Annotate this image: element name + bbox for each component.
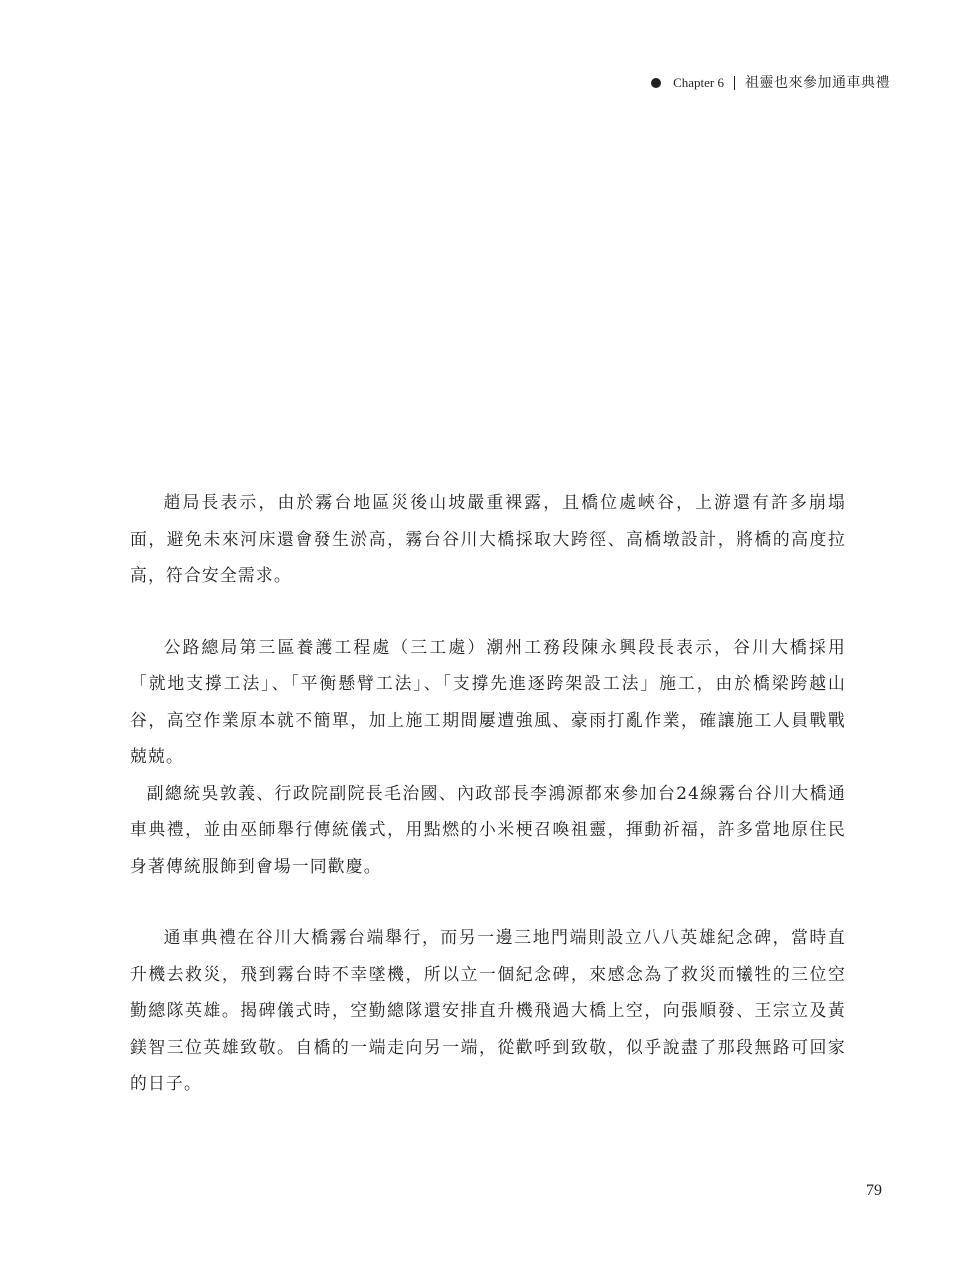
- paragraph-4: 通車典禮在谷川大橋霧台端舉行，而另一邊三地門端則設立八八英雄紀念碑，當時直升機去救災，飛到霧台時不幸墜機，所以立一個紀念碑，來感念為了救災而犧牲的三位空勤總隊英雄。揭碑儀式時，空勤總隊還安排直升機飛過大橋上空，向張順發、王宗立及黃鎂智三位英雄致敬。自橋的一端走向另一端，從歡呼到致敬，似乎說盡了那段無路可回家的日子。: [130, 927, 846, 1093]
- header-divider: [734, 76, 735, 90]
- page-number: 79: [866, 1182, 882, 1199]
- body-text: [130, 484, 846, 1102]
- running-header: [651, 73, 890, 93]
- chapter-title: 祖靈也來參加通車典禮: [745, 75, 890, 91]
- paragraph-3: 副總統吳敦義、行政院副院長毛治國、內政部長李鴻源都來參加台24線霧台谷川大橋通車典禮，並由巫師舉行傳統儀式，用點燃的小米梗召喚祖靈，揮動祈福，許多當地原住民身著傳統服飾到會場一同歡慶。: [130, 782, 846, 876]
- paragraph-2: 公路總局第三區養護工程處（三工處）潮州工務段陳永興段長表示，谷川大橋採用「就地支撐工法」、「平衡懸臂工法」、「支撐先進逐跨架設工法」施工，由於橋梁跨越山谷，高空作業原本就不簡單，加上施工期間屢遭強風、豪雨打亂作業，確讓施工人員戰戰兢兢。: [130, 636, 846, 766]
- chapter-label: Chapter 6: [673, 75, 724, 90]
- bullet-icon: [651, 78, 661, 88]
- paragraph-1: 趙局長表示，由於霧台地區災後山坡嚴重裸露，且橋位處峽谷，上游還有許多崩塌面，避免未來河床還會發生淤高，霧台谷川大橋採取大跨徑、高橋墩設計，將橋的高度拉高，符合安全需求。: [130, 492, 846, 585]
